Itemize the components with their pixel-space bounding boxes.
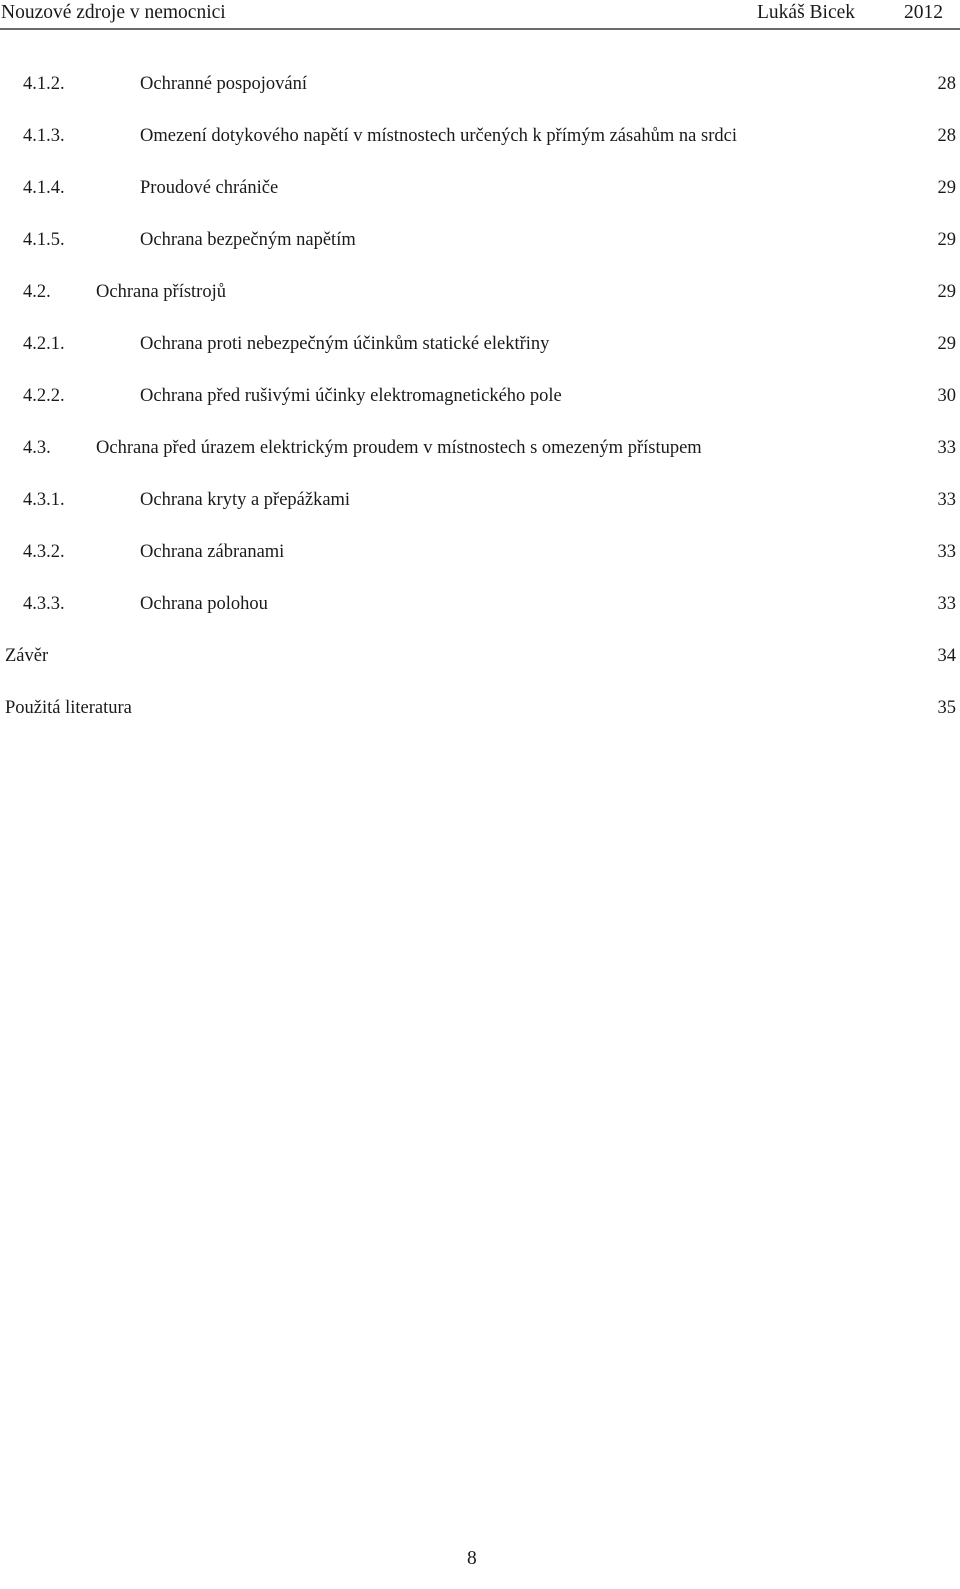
toc-entry-page: 29 (937, 178, 956, 198)
page-number: 8 (467, 1548, 477, 1569)
toc-entry[interactable] (5, 696, 956, 720)
toc-entry-title: Ochrana přístrojů (96, 282, 226, 302)
toc-entry-title: Omezení dotykového napětí v místnostech určených k přímým zásahům na srdci (140, 126, 737, 146)
toc-entry-title: Použitá literatura (5, 698, 132, 718)
toc-entry-number: 4.1.2. (23, 74, 65, 94)
toc-entry[interactable] (23, 540, 956, 564)
toc-entry-number: 4.1.4. (23, 178, 65, 198)
document-title: Nouzové zdroje v nemocnici (1, 2, 226, 23)
toc-entry-page: 28 (937, 126, 956, 146)
toc-entry[interactable] (23, 280, 956, 304)
toc-entry-page: 33 (937, 490, 956, 510)
toc-entry[interactable] (23, 228, 956, 252)
toc-entry[interactable] (23, 72, 956, 96)
toc-entry-page: 34 (937, 646, 956, 666)
toc-entry-title: Ochrana kryty a přepážkami (140, 490, 351, 510)
toc-entry-page: 30 (937, 386, 956, 406)
author-name: Lukáš Bicek (757, 2, 856, 23)
toc-entry-number: 4.3.2. (23, 542, 65, 562)
toc-entry-title: Proudové chrániče (140, 178, 279, 198)
toc-entry-number: 4.3.1. (23, 490, 65, 510)
toc-entry-title: Ochrana zábranami (140, 542, 285, 562)
toc-entry[interactable] (23, 488, 956, 512)
toc-entry-page: 33 (937, 542, 956, 562)
toc-entry-title: Ochrana před úrazem elektrickým proudem v místnostech s omezeným přístupem (96, 438, 702, 458)
toc-entry-number: 4.2.2. (23, 386, 65, 406)
toc-entry-title: Ochrana před rušivými účinky elektromagnetického pole (140, 386, 562, 406)
toc-entry-title: Ochrana bezpečným napětím (140, 230, 356, 250)
toc-entry-page: 29 (937, 334, 956, 354)
toc-entry-page: 29 (937, 282, 956, 302)
toc-entry-number: 4.3.3. (23, 594, 65, 614)
toc-entry[interactable] (23, 124, 956, 148)
toc-entry[interactable] (23, 332, 956, 356)
toc-entry[interactable] (23, 436, 956, 460)
toc-entry-number: 4.2. (23, 282, 51, 302)
toc-entry-page: 33 (937, 594, 956, 614)
toc-entry[interactable] (23, 592, 956, 616)
toc-entry-page: 35 (937, 698, 956, 718)
toc-entry-page: 28 (937, 74, 956, 94)
toc-entry-title: Ochranné pospojování (140, 74, 307, 94)
toc-entry[interactable] (23, 176, 956, 200)
toc-entry-page: 33 (937, 438, 956, 458)
toc-entry-number: 4.3. (23, 438, 51, 458)
toc-entry-title: Ochrana proti nebezpečným účinkům statické elektřiny (140, 334, 550, 354)
toc-entry-title: Ochrana polohou (140, 594, 268, 614)
toc-entry-number: 4.2.1. (23, 334, 65, 354)
toc-entry-title: Závěr (5, 646, 49, 666)
toc-entry-page: 29 (937, 230, 956, 250)
toc-entry[interactable] (5, 644, 956, 668)
toc-entry-number: 4.1.5. (23, 230, 65, 250)
document-year: 2012 (904, 2, 943, 23)
toc-entry[interactable] (23, 384, 956, 408)
toc-entry-number: 4.1.3. (23, 126, 65, 146)
